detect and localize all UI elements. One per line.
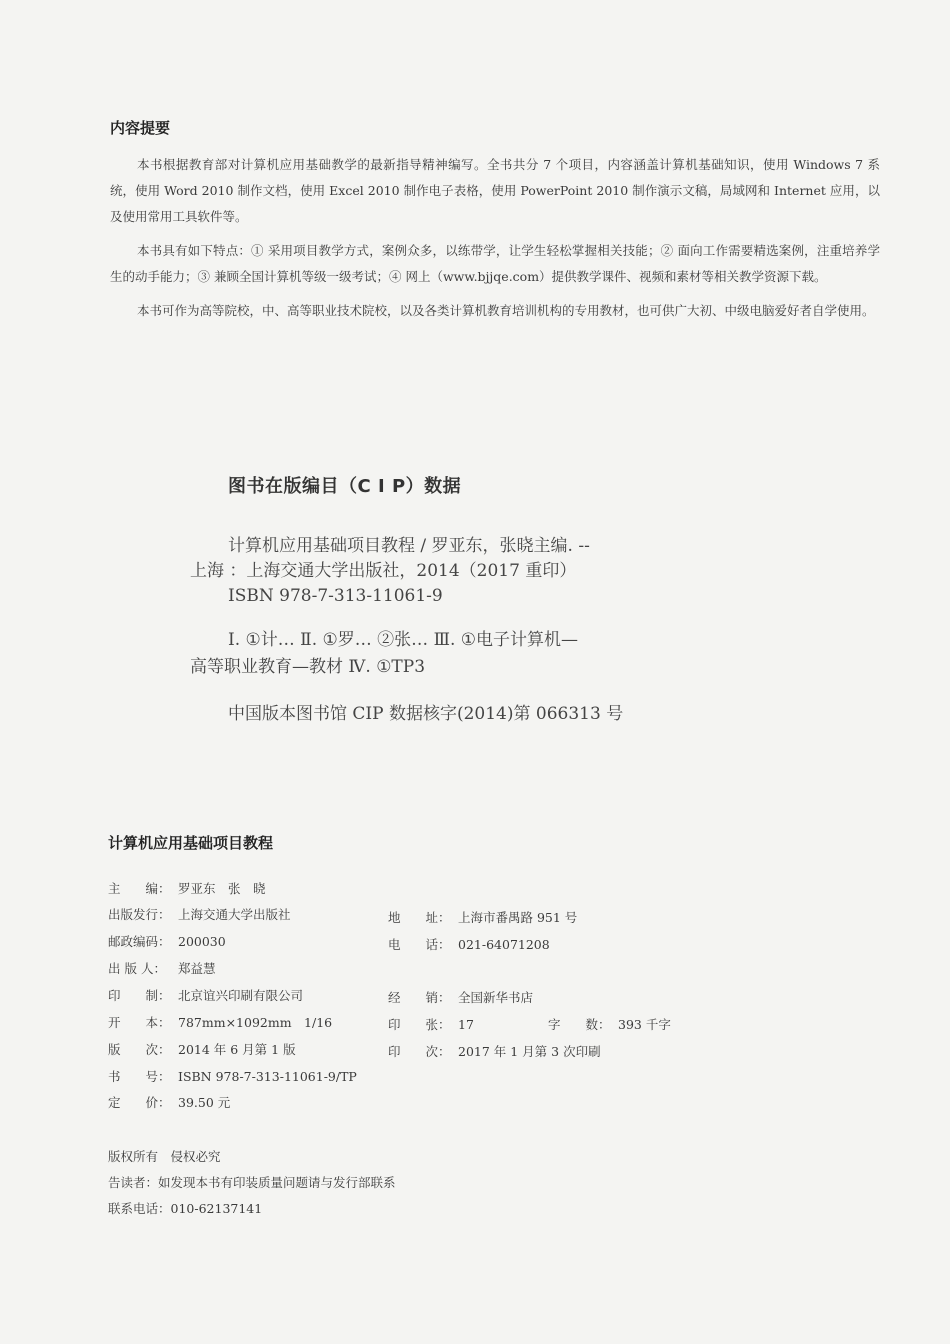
imprint-section — [108, 832, 808, 1110]
phone-label: 电 话： — [388, 937, 451, 952]
abstract-paragraph: 本书具有如下特点：① 采用项目教学方式，案例众多，以练带学，让学生轻松掌握相关技能；② 面向工作需要精选案例，注重培养学生的动手能力；③ 兼顾全国计算机等级一级考试；④ 网上（www.bjjqe.com）提供教学课件、视频和素材等相关教学资源下载。 — [110, 243, 880, 284]
edition-value: 2014 年 6 月第 1 版 — [178, 1042, 296, 1057]
sheets-row — [388, 1015, 474, 1033]
abstract-paragraph: 本书可作为高等院校，中、高等职业技术院校，以及各类计算机教育培训机构的专用教材，也可供广大初、中级电脑爱好者自学使用。 — [137, 303, 875, 318]
book-number-row — [108, 1067, 357, 1085]
phone-value: 021-64071208 — [458, 937, 550, 952]
address-value: 上海市番禺路 951 号 — [458, 910, 578, 925]
format-row — [108, 1013, 332, 1031]
editor-label: 主 编： — [108, 881, 171, 896]
cip-class-line: 高等职业教育—教材 Ⅳ. ①TP3 — [190, 657, 426, 677]
cip-class-line: Ⅰ. ①计… Ⅱ. ①罗… ②张… Ⅲ. ①电子计算机— — [228, 630, 579, 650]
words-value: 393 千字 — [618, 1017, 671, 1032]
distributor-label: 经 销： — [388, 990, 451, 1005]
format-value: 787mm×1092mm 1/16 — [178, 1015, 333, 1030]
issuer-label: 出 版 人： — [108, 961, 166, 976]
cip-block — [190, 472, 750, 724]
book-number-value: ISBN 978-7-313-11061-9/TP — [178, 1069, 357, 1084]
postcode-label: 邮政编码： — [108, 934, 171, 949]
printing-row — [388, 1042, 601, 1060]
postcode-row — [108, 932, 226, 950]
price-label: 定 价： — [108, 1095, 171, 1110]
reader-notice: 告读者：如发现本书有印装质量问题请与发行部联系 — [108, 1175, 396, 1190]
sheets-value: 17 — [458, 1017, 474, 1032]
cip-isbn: ISBN 978-7-313-11061-9 — [228, 586, 443, 606]
issuer-row — [108, 959, 216, 977]
cip-record-line: 计算机应用基础项目教程 / 罗亚东，张晓主编. -- — [228, 536, 590, 556]
issuer-value: 郑益慧 — [178, 961, 216, 976]
book-number-label: 书 号： — [108, 1069, 171, 1084]
printer-label: 印 制： — [108, 988, 171, 1003]
publisher-value: 上海交通大学出版社 — [178, 907, 291, 922]
format-label: 开 本： — [108, 1015, 171, 1030]
phone-row — [388, 935, 550, 953]
distributor-value: 全国新华书店 — [458, 990, 534, 1005]
sheets-label: 印 张： — [388, 1017, 451, 1032]
distributor-row — [388, 988, 533, 1006]
rights-section — [108, 1144, 396, 1222]
abstract-section — [110, 117, 880, 332]
edition-row — [108, 1040, 296, 1058]
address-label: 地 址： — [388, 910, 451, 925]
price-row — [108, 1093, 230, 1111]
printing-label: 印 次： — [388, 1044, 451, 1059]
editor-value: 罗亚东 张 晓 — [178, 881, 266, 896]
words-label: 字 数： — [548, 1017, 611, 1032]
publisher-row — [108, 905, 291, 923]
printing-value: 2017 年 1 月第 3 次印刷 — [458, 1044, 601, 1059]
contact-phone: 联系电话：010-62137141 — [108, 1201, 263, 1216]
copyright-notice: 版权所有 侵权必究 — [108, 1149, 221, 1164]
cip-number: 中国版本图书馆 CIP 数据核字(2014)第 066313 号 — [228, 704, 624, 724]
price-value: 39.50 元 — [178, 1095, 231, 1110]
edition-label: 版 次： — [108, 1042, 171, 1057]
editor-row — [108, 879, 266, 897]
abstract-heading: 内容提要 — [110, 119, 171, 137]
cip-title: 图书在版编目（C I P）数据 — [228, 476, 462, 497]
cip-record — [190, 534, 750, 609]
address-row — [388, 908, 577, 926]
printer-value: 北京谊兴印刷有限公司 — [178, 988, 304, 1003]
abstract-paragraph: 本书根据教育部对计算机应用基础教学的最新指导精神编写。全书共分 7 个项目，内容涵盖计算机基础知识，使用 Windows 7 系统，使用 Word 2010 制作文档，使用 Excel 2010 制作电子表格，使用 PowerPoint 2010 制作演示文稿，局域网和 Internet 应用，以及使用常用工具软件等。 — [110, 157, 880, 224]
printer-row — [108, 986, 303, 1004]
cip-record-line: 上海 ：上海交通大学出版社，2014（2017 重印） — [190, 561, 577, 581]
postcode-value: 200030 — [178, 934, 226, 949]
words-row — [548, 1015, 671, 1033]
publisher-label: 出版发行： — [108, 907, 171, 922]
cip-classification — [190, 627, 750, 681]
book-title: 计算机应用基础项目教程 — [108, 834, 274, 852]
